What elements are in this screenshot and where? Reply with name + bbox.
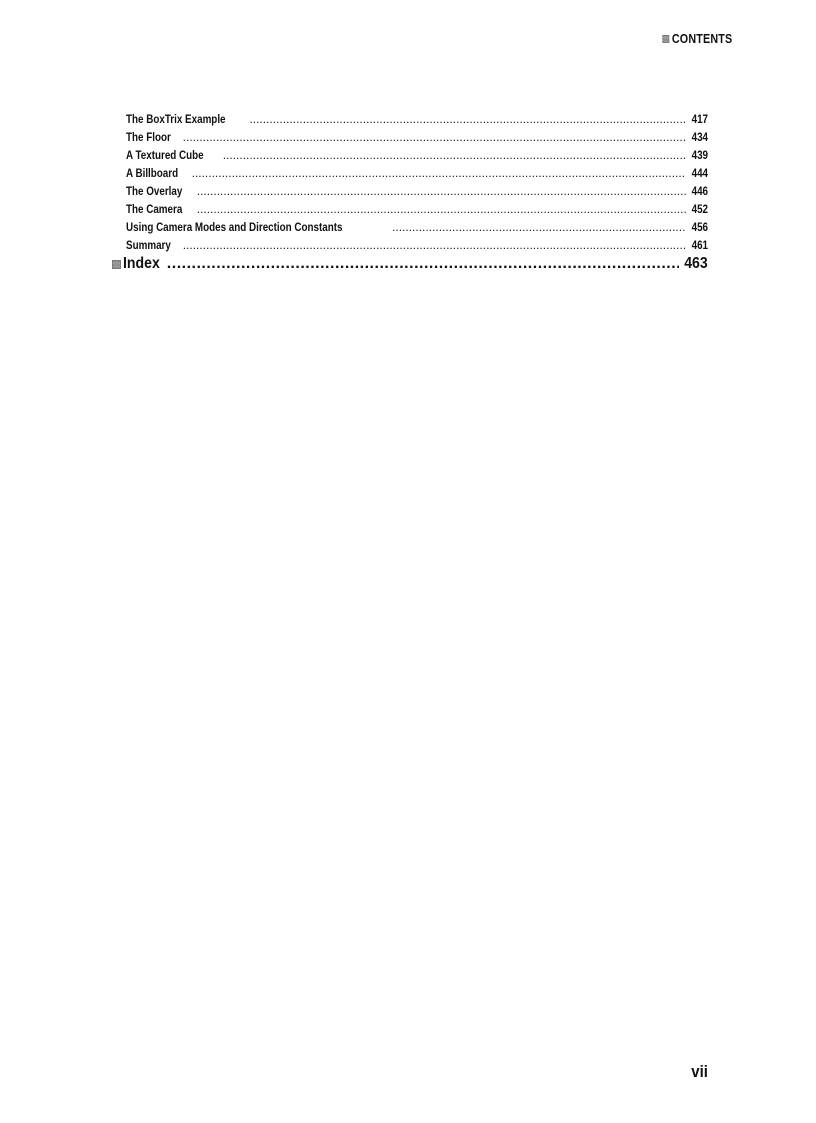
toc-entry-page: 439 <box>691 148 708 162</box>
dot-leader <box>183 236 686 254</box>
running-title: CONTENTS <box>671 32 732 46</box>
square-bullet-icon <box>662 35 669 43</box>
page-number: vii <box>691 1062 708 1081</box>
toc-entry-title: The BoxTrix Example <box>126 112 226 126</box>
toc-entry-page: 434 <box>691 130 708 144</box>
toc-entry-page: 452 <box>691 202 708 216</box>
dot-leader <box>392 218 686 236</box>
dot-leader <box>249 110 686 128</box>
toc-entry-title: Summary <box>126 238 171 252</box>
dot-leader <box>183 128 686 146</box>
toc-entry-page: 461 <box>691 238 708 252</box>
toc-entry-page: 417 <box>691 112 708 126</box>
dot-leader <box>197 200 686 218</box>
running-header <box>662 32 732 46</box>
toc-entry-page: 446 <box>691 184 708 198</box>
toc-entry-title: The Overlay <box>126 184 183 198</box>
dot-leader <box>223 146 686 164</box>
toc-entry[interactable] <box>126 218 708 236</box>
table-of-contents <box>126 110 708 254</box>
dot-leader <box>197 182 686 200</box>
chapter-title: Index <box>123 255 160 272</box>
toc-entry[interactable] <box>126 200 708 218</box>
toc-entry[interactable] <box>126 110 708 128</box>
toc-entry-page: 444 <box>691 166 708 180</box>
chapter-page: 463 <box>684 255 708 272</box>
toc-entry-title: A Textured Cube <box>126 148 204 162</box>
toc-entry[interactable] <box>126 182 708 200</box>
dot-leader <box>192 164 686 182</box>
toc-entry[interactable] <box>126 146 708 164</box>
toc-entry[interactable] <box>126 236 708 254</box>
toc-entry[interactable] <box>126 128 708 146</box>
toc-entry-title: Using Camera Modes and Direction Constants <box>126 220 343 234</box>
toc-entry-page: 456 <box>691 220 708 234</box>
square-bullet-icon <box>112 260 121 269</box>
toc-entry[interactable] <box>126 164 708 182</box>
dot-leader <box>167 254 680 274</box>
toc-entry-title: The Floor <box>126 130 171 144</box>
toc-chapter-index[interactable] <box>112 254 708 274</box>
toc-entry-title: A Billboard <box>126 166 179 180</box>
toc-entry-title: The Camera <box>126 202 183 216</box>
